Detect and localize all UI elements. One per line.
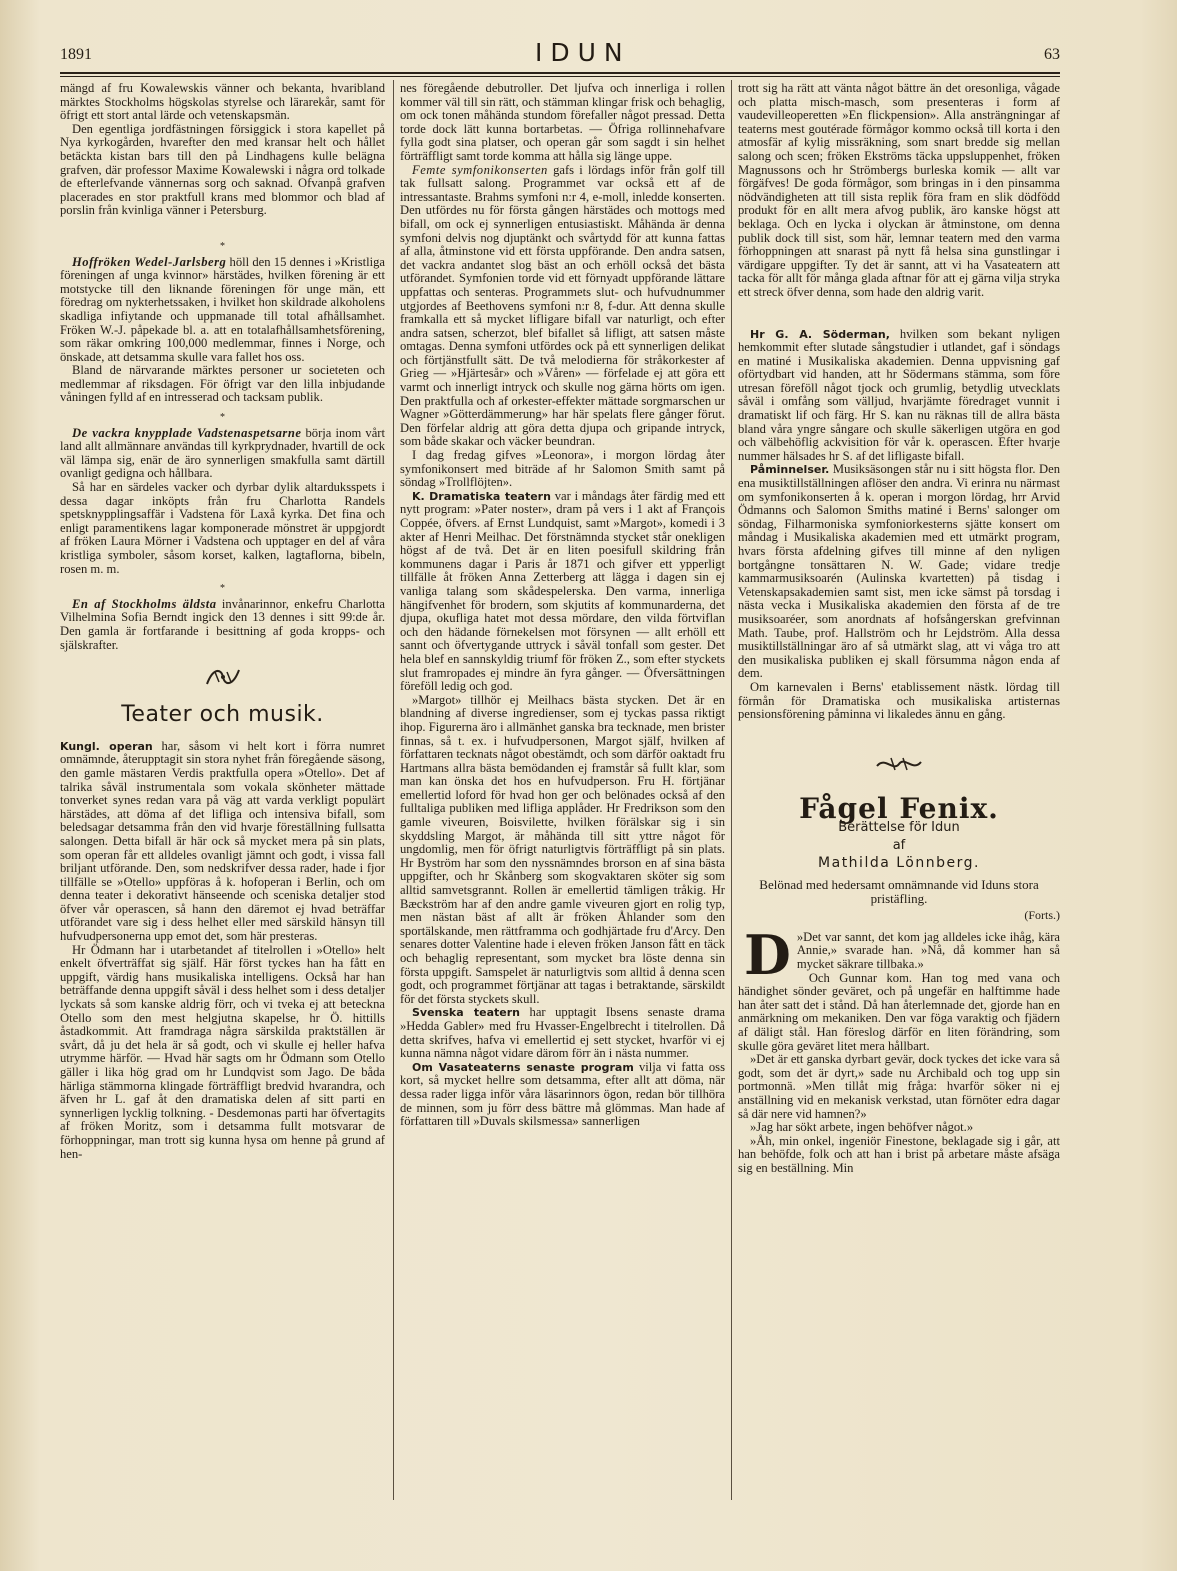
news-item [400,1006,725,1060]
item-text: gafs i lördags inför från golf till tak fullsatt salong. Programmet var också ett af de intressantaste. Brahms symfoni n:r 4, e-moll, inledde konserten. Den utfördes nu för första gången härstädes och mottogs med bifall, om ock ej synnerligen entusiastiskt. Måhända är denna symfoni delvis nog djuptänkt och svårtydd för att kunna fattas af alla, åtminstone vid ett första uppförande. Den andra satsen, det vackra andantet slog bäst an och erhöll också det bästa utförandet. Symfonien torde vid ett förnyadt uppförande lättare uppfattas och senteras. Programmets slut- och hufvudnummer utgjordes af Beethovens symfoni n:r 8, f-dur. Att denna skulle framkalla ett så mycket lifligare bifall var naturligt, och efter andra satsen, scherzot, blef bifallet så lifligt, att satsen måste omtagas. Denna symfoni utfördes ock på ett synnerligen delikat och förtjänstfullt sätt. De två melodierna för stråkorkester af Grieg — »Hjärtesår» och »Våren» — förfelade ej att göra ett varmt och innerligt intryck och skulle nog gärna hörts om igen. Den praktfulla och af orkester-effekter mättade sorgmarschen ur Wagner »Götterdämmerung» har här spelats flere gånger förut. Den förfelar aldrig att göra detta djupa och gripande intryck, som både skakar och väcker beundran. [400,162,725,449]
story-paragraph: »Åh, min onkel, ingeniör Finestone, beklagade sig i går, att han behöfde, folk och att han i brist på arbetare måste afsäga sig en beställning. Min [738,1133,1060,1175]
item-text: Musiksäsongen står nu i sitt högsta flor. Den ena musiktillställningen aflöser den andra. Vi erinra nu närmast om symfonikonserten å k. operan i morgon lördag, hrr Arvid Ödmanns och Salomon Smiths matiné i Berns' salonger om söndag, Filharmoniska symfoniorkesterns sjätte konsert om måndag i Musikaliska akademien med ett utmärkt program, hvars första afdelning gifves till minne af den nyligen bortgångne tonsättaren N. W. Gade; vidare tredje kammarmusiksoarén (Aulinska kvartetten) på tisdag i Vetenskapsakademien samt sist, men icke sämst på torsdag i nästa vecka i Musikaliska akademien den första af de tre musiksoaréer, som anordnats af hofsångerskan grefvinnan Math. Taube, prof. Hallström och hr Lejdström. Alla dessa musiktillställningar äro af så utmärkt slag, att vi våga tro att den musikaliska publiken ej skall försumma någon enda af dem. [738,462,1060,681]
item-lede: Om Vasateaterns senaste program [412,1060,634,1074]
item-lede: Hoffröken Wedel-Jarlsberg [72,254,227,269]
item-lede: K. Dramatiska teatern [412,489,551,503]
column-3 [738,82,1060,1522]
ornament-icon [60,664,385,690]
header-rule-thin [60,76,1060,77]
story-subtitle: Berättelse för Idun [838,820,960,836]
story-text: »Det var sannt, det kom jag alldeles icke ihåg, kära Annie,» svarade han. »Nå, då kommer han så mycket säkrare tillbaka.» [796,929,1060,972]
news-item [60,598,385,652]
news-item [60,427,385,481]
article-text: Om karnevalen i Berns' etablissement nästk. lördag till förmån för Dramatiska och musikaliska artisternas pensionsförening påminna vi likaledes ännu en gång. [738,679,1060,722]
story-author: Mathilda Lönnberg. [818,854,980,871]
article-text: Den egentliga jordfästningen försiggick i stora kapellet på Nya kyrkogården, hvarefter den med kransar helt och hållet betäckta kistan bars till den på Lindhagens kulle belägna grafven, där professor Maxime Kowalewski i några ord tolkade de efterlefvande vännernas sorg och saknad. Ofvanpå grafven placerades en stor praktfull krans med blommor och blad af porslin från kvinliga vänner i Petersburg. [60,121,385,218]
item-text: hvilken som bekant nyligen hemkommit efter slutade sångstudier i utlandet, gaf i söndags en matiné i Musikaliska akademien. Denna uppvisning gaf oförtydbart vid handen, att hr Södermans stämma, som före utresan föreföll något tjock och grumlig, betydlig utvecklats såväl i omfång som välljud, hvarjämte föredraget vunnit i dramatiskt lif och färg. Hr S. kan nu räknas till de allra bästa bland våra yngre sångare och skulle säkerligen utgöra en god och välbehöflig ackvisition för vår k. operascen. Efter hvarje nummer hälsades hr S. af det lifligaste bifall. [738,326,1060,463]
item-text: börja inom vårt land allt allmännare användas till kyrkprydnader, hvartill de ock väl lämpa sig, enär de äro synnerligen smakfulla samt därtill ovanligt gedigna och hållbara. [60,425,385,481]
item-text: invånarinnor, enkefru Charlotta Vilhelmina Sofia Berndt ingick den 13 dennes i sitt 99:de år. Den gamla är fortfarande i besittning af goda kropps- och själskrafter. [60,596,385,652]
column-1 [60,82,385,1522]
separator-star: * [220,412,225,424]
item-lede: De vackra knypplade Vadstenaspetsarne [72,425,302,440]
article-text: Bland de närvarande märktes personer ur societeten och medlemmar af riksdagen. För öfrigt var den lilla inbjudande våningen fylld af en intresserad och tacksam publik. [60,363,385,405]
section-title: Teater och musik. [121,702,324,728]
header-rule [60,72,1060,74]
item-text: höll den 15 dennes i »Kristliga föreningen af unga kvinnor» härstädes, hvilken förening är ett motstycke till den liknande föreningen för unge män, ett föredrag om nykterhetssaken, i hvilket hon skildrade alkoholens skadliga infiytande och uppmanade till total afhållsamhet. Fröken W.-J. påpekade bl. a. att en totalafhållsamhetsförening, som räkar omkring 100,000 medlemmar, finnes i Norge, och önskade, att detsamma skulle vara fallet hos oss. [60,254,385,364]
item-text: har upptagit Ibsens senaste drama »Hedda Gabler» med fru Hvasser-Engelbrecht i titelrollen. Då detta skrifves, hafva vi emellertid ej sett stycket, hvarför vi ej kunna nämna något vidare därom förr än i nästa nummer. [400,1005,725,1061]
news-item [738,463,1060,681]
column-divider [393,80,394,1500]
article-text: Så har en särdeles vacker och dyrbar dylik altarduksspets i dessa dagar inköpts från fru Charlotta Randels spetsknypplingsaffär i Vadstena för Laxå kyrka. Det fina och enligt paramentikens lagar komponerade mönstret är uppgjordt af fröken Laura Mörner i Vadstena och upptager en del af våra kristliga symboler, såsom korset, kalken, lagtaflorna, bibeln, rosen m. m. [60,480,385,576]
item-text: har, såsom vi helt kort i förra numret omnämnde, återupptagit sin stora nyhet från föregående säsong, den gamle mästaren Verdis praktfulla opera »Otello». Det af talrika såväl instrumentala som vokala skönheter mättade tonverket synes redan vara på väg att varda verkligt populärt härstädes, att döma af det lifliga och intensiva bifall, som beledsagar detsamma från den vid hvarje föreställning fullsatta salongen. Detta bifall är här ock så mycket mera på sin plats, som operan får ett alldeles ovanligt jämnt och godt, i vissa fall briljant utförande. Den, som nedskrifver dessa rader, hade i fjor tillfälle se »Otello» uppföras å k. hofoperan i Berlin, och om denna teater i dekorativt hänseende och sceniska detaljer stod öfver vår operascen, så hann den däremot ej hvad beträffar utförandet vare sig i dess helhet eller med särskild hänsyn till hufvudpersonerna upp emot det, som här presteras. [60,738,385,944]
story-paragraph: Och Gunnar kom. Han tog med vana och händighet sönder geväret, och på ungefär en halftimme hade han åter satt det i stånd. Då han återlemnade det, gjorde han en anmärkning om mekaniken. Den var föga varaktig och fjädern af däligt stål. Han föreslog därför en liten förändring, som skulle göra geväret litet mera hållbart. [738,970,1060,1053]
item-lede: Påminnelser. [750,463,830,477]
article-text: I dag fredag gifves »Leonora», i morgon lördag åter symfonikonsert med biträde af hr Salomon Smith samt på söndag »Trollflöjten». [400,448,725,490]
item-lede: Svenska teatern [412,1006,520,1020]
separator-star: * [220,583,225,595]
item-lede: En af Stockholms äldsta [72,596,217,611]
article-text: mängd af fru Kowalewskis vänner och bekanta, hvaribland märktes Stockholms högskolas styrelse och lärarekår, samt för öfrigt ett stort antal lärde och vetenskapsmän. [60,82,385,123]
continued-note: (Forts.) [1024,908,1060,923]
item-text: vilja vi fatta oss kort, så mycket hellre som detsamma, efter allt att döma, när dessa rader ligga inför våra läsarinnors ögon, redan bör tillhöra de minnen, som ju förr dess bättre må glömmas. Man hade af författaren till »Duvals skilsmessa» sannerligen [400,1059,725,1129]
item-text: var i måndags åter färdig med ett nytt program: »Pater noster», dram på vers i 1 akt af François Coppée, öfvers. af Ernst Lundquist, samt »Margot», komedi i 3 akter af Henri Meilhac. Det förstnämnda stycket står onekligen högst af de två. Det är en liten poesifull skildring från kommunens dagar i Paris år 1871 och gifver ett ypperligt tillfälle åt fröken Anna Zetterberg att lägga i dagen sin ej vanliga talang som skådespelerska. Den varma, innerliga hängifvenhet för brodern, som skjutits af kommunarderna, det djupa, okufliga hatet mot dessa mördare, den vilda förtviflan och den hädande förnekelsen mot försynen — allt erhöll ett sannt och öfvertygande uttryck i såväl tonfall som gester. Det hela blef en sannskyldig triumf för fröken Z., som efter styckets slut framropades ej mindre än fyra gånger. — Öfversättningen föreföll ledig och god. [400,488,725,694]
article-text: trott sig ha rätt att vänta något bättre än det oresonliga, vågade och platta misch-masch, som presenteras i form af vaudevilleoperetten »En flickpension». Alla ansträngningar af teaterns mest goutérade förmågor kommo också till korta i den atmosfär af kylig missräkning, som snart bredde sig mellan salong och scen; fröken Ekströms täcka uppsluppenhet, fröken Magnussons och hr Strömbergs burleska komik — allt var förgäfves! De goda förmågor, som bringas in i den pinsamma nödvändigheten att till sista replik föra fram en slik dödfödd produkt för en allt mera afvog publik, äro kanske högst att beklaga. Och en lycka i olyckan är åtminstone, om denna publik dock till sist, som här, lemnar teatern med den varma förhoppningen att snarast på nytt få helsa sina gunstlingar i värdigare uppgifter. Ty det är sannt, att vi ha Vasateatern att tacka för allt för många glada aftnar för att ej gärna vilja stryka ett streck öfver denna, som hade den aldrig varit. [738,82,1060,299]
story-af: af [892,837,906,853]
item-lede: Femte symfonikonserten [412,162,548,177]
news-item [60,256,385,365]
article-text: nes föregående debutroller. Det ljufva och innerliga i rollen kommer väl till sin rätt, och stämman klingar frisk och behaglig, om ock tonen måhända stundom förefaller något pressad. Detta torde dock lätt kunna bortarbetas. — Öfriga rollinnehafvare fylla godt sina platser, och operan går som sagdt i sin helhet förträffligt samt torde komma att hålla sig länge uppe. [400,82,725,163]
news-item [400,164,725,449]
news-item [60,740,385,944]
story-paragraph: »Jag har sökt arbete, ingen behöfver något.» [750,1120,974,1135]
ornament-icon [738,752,1060,776]
header-year: 1891 [60,46,92,63]
story-note: Belönad med hedersamt omnämnande vid Iduns stora pristäfling. [759,877,1039,906]
article-text: Hr Ödmann har i utarbetandet af titelrollen i »Otello» helt enkelt öfverträffat sig själf. Här först tyckes han ha fått en uppgift, värdig hans musikaliska intelligens. Också har han beträffande denna uppgift såväl i dess helhet som i dess detaljer lyckats så som kanske aldrig förr, och vi tveka ej att beteckna Otello som den mest helgjutna skapelse, hr Ö. hittills åstadkommit. Att framdraga några särskilda praktställen är svårt, då ju det hela är så godt, och vi skulle ej heller hafva utrymme härför. — Hvad här sagts om hr Ödmann som Otello gäller i lika hög grad om hr Lundqvist som Jago. De båda härliga stämmorna klingade förträffligt bredvid hvarandra, och äfven hr L. gaf åt den dramatiska delen af sitt parti en synnerligen lycklig tolkning. - Desdemonas parti har öfvertagits af fröken Moritz, som i detsamma fullt motsvarar de förhoppningar, man trott sig kunna hysa om henne på grund af hen- [60,942,385,1161]
separator-star: * [220,240,225,252]
news-item [400,1061,725,1129]
story-paragraph: »Det är ett ganska dyrbart gevär, dock tyckes det icke vara så godt, som det är dyrt,» sade nu Archibald och tog upp sin portmonnä. »Men tillåt mig fråga: hvarför söker ni ej anställning vid en mekanisk verkstad, utan förnöter edra dagar så där nere vid hamnen?» [738,1052,1060,1121]
drop-cap: D [744,922,791,987]
page-header [60,38,1060,72]
news-item [400,490,725,694]
article-text: »Margot» tillhör ej Meilhacs bästa stycken. Det är en blandning af diverse ingredienser, som ej tyckas passa riktigt ihop. Figurerna äro i allmänhet ganska bra tecknade, men brister finnas, så t. ex. i hufvudpersonen, Margot själf, hvilken af författaren tecknats något obestämdt, och som därför oaktadt fru Hartmans allra bästa bemödanden ej framstår så fullt klar, som man kan önska det hos en hufvudperson. Fru H. förtjänar emellertid loford för hvad hon ger och belönades också af den fulltaliga publiken med lifliga applåder. Hr Fredrikson som den gamle viveuren, Boisvilette, hvilken förälskar sig i sin skyddsling Margot, är måhända till sitt yttre något för ungdomlig, men för öfrigt naturligtvis förträffligt på sin plats. Hr Byström har som den nyssnämndes brorson en af sina bästa uppgifter, och hr Skånberg som skogvaktaren sköter sig som alltid samvetsgrannt. Rollen är emellertid tämligen tråkig. Hr Bæckström har af den andre gamle viveuren gjort en rolig typ, men nästan bäst af allt är fröken Åhlander som den sportälskande, men rättframma och godhjärtade fru d'Arcy. Den senares dotter Valentine hade i eleven fröken Janson fått en täck och behaglig representant, som mycket bra löste denna sin första uppgift. Samspelet är naturligtvis som alltid å denna scen godt, och programmet förtjänar att tagas i betraktande, särskildt för det första styckets skull. [400,692,725,1006]
masthead-title: IDUN [535,38,631,67]
page-number: 63 [1044,46,1060,63]
column-2 [400,82,725,1522]
story-paragraph [738,922,1060,987]
column-divider [731,80,732,1500]
item-lede: Kungl. operan [60,739,153,753]
news-item [738,328,1060,464]
item-lede: Hr G. A. Söderman, [750,327,890,341]
story-title: Fågel Fenix. [799,791,999,825]
